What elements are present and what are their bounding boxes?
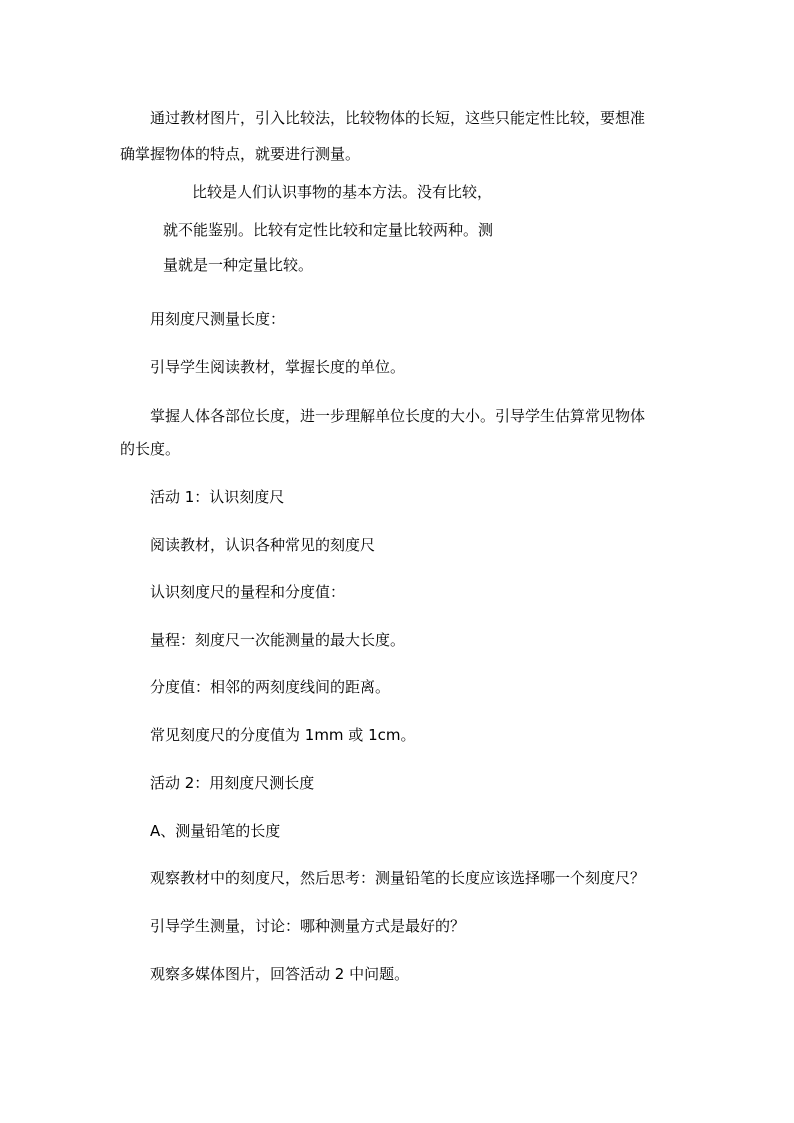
pencil-heading: A、测量铅笔的长度 — [150, 822, 281, 840]
range-definition: 量程：刻度尺一次能测量的最大长度。 — [150, 631, 406, 649]
activity1-title: 活动 1：认识刻度尺 — [150, 488, 285, 506]
observe-question: 观察教材中的刻度尺，然后思考：测量铅笔的长度应该选择哪一个刻度尺？ — [150, 869, 646, 887]
callout-line-2: 就不能鉴别。比较有定性比较和定量比较两种。测 — [163, 221, 494, 239]
guide-units: 引导学生阅读教材，掌握长度的单位。 — [150, 358, 406, 376]
activity1-read: 阅读教材，认识各种常见的刻度尺 — [150, 536, 376, 554]
intro-line-1: 通过教材图片，引入比较法，比较物体的长短，这些只能定性比较，要想准 — [150, 109, 646, 127]
heading-ruler: 用刻度尺测量长度： — [150, 310, 286, 328]
body-length-line-2: 的长度。 — [120, 440, 181, 458]
common-division: 常见刻度尺的分度值为 1mm 或 1cm。 — [150, 726, 416, 744]
division-definition: 分度值：相邻的两刻度线间的距离。 — [150, 678, 391, 696]
intro-line-2: 确掌握物体的特点，就要进行测量。 — [120, 145, 361, 163]
activity2-title: 活动 2：用刻度尺测长度 — [150, 774, 315, 792]
range-division-intro: 认识刻度尺的量程和分度值： — [150, 583, 346, 601]
callout-line-3: 量就是一种定量比较。 — [163, 256, 314, 274]
callout-box — [150, 174, 530, 284]
body-length-line-1: 掌握人体各部位长度，进一步理解单位长度的大小。引导学生估算常见物体 — [150, 407, 646, 425]
guide-discuss: 引导学生测量，讨论：哪种测量方式是最好的？ — [150, 917, 466, 935]
callout-line-1: 比较是人们认识事物的基本方法。没有比较， — [192, 183, 493, 201]
observe-media: 观察多媒体图片，回答活动 2 中问题。 — [150, 965, 410, 983]
